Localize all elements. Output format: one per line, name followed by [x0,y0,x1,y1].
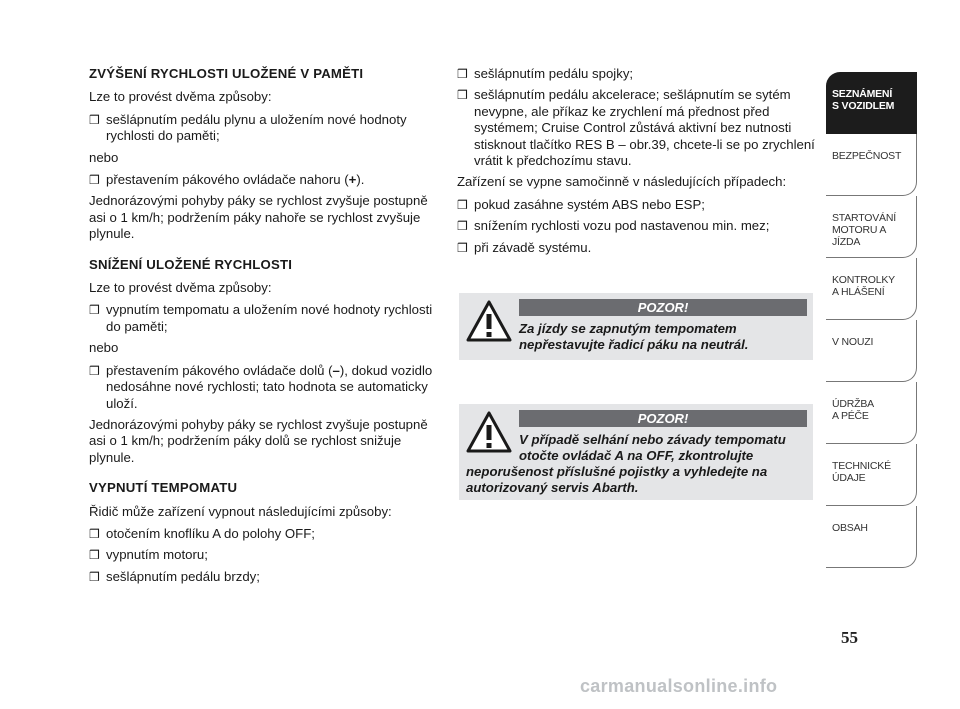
paragraph: Lze to provést dvěma způsoby: [89,280,272,296]
bullet-item: ❒ vypnutím tempomatu a uložením nové hodnoty rychlosti do paměti; [89,302,433,334]
warning-triangle-icon [466,300,512,342]
checkbox-bullet-icon: ❒ [89,363,100,378]
warning-text: Za jízdy se zapnutým tempomatem nepřestavujte řadicí páku na neutrál. [519,321,749,352]
warning-title: POZOR! [519,299,807,316]
section-heading-disable: VYPNUTÍ TEMPOMATU [89,480,238,496]
bullet-item: ❒ sešlápnutím pedálu spojky; [457,66,634,81]
tab-v-nouzi[interactable]: V NOUZI [826,320,917,382]
bullet-item: ❒ otočením knoflíku A do polohy OFF; [89,525,315,541]
tab-bezpecnost[interactable]: BEZPEČNOST [826,134,917,196]
tab-kontrolky[interactable]: KONTROLKY A HLÁŠENÍ [826,258,917,320]
warning-triangle-icon [466,411,512,453]
bullet-item: ❒ při závadě systému. [457,239,592,255]
checkbox-bullet-icon: ❒ [457,88,468,103]
bullet-item: ❒ sešlápnutím pedálu brzdy; [89,568,260,584]
checkbox-bullet-icon: ❒ [89,173,100,188]
warning-box [459,293,813,360]
paragraph: Zařízení se vypne samočinně v následujících případech: [457,174,787,190]
paragraph: Jednorázovými pohyby páky se rychlost zvyšuje postupně asi o 1 km/h; podržením páky dolů se rychlost snižuje plynule. [89,416,428,465]
tab-seznameni[interactable]: SEZNÁMENÍ S VOZIDLEM [826,72,917,134]
tab-obsah[interactable]: OBSAH [826,506,917,568]
section-heading-increase: ZVÝŠENÍ RYCHLOSTI ULOŽENÉ V PAMĚTI [89,66,364,81]
tab-technicke-udaje[interactable]: TECHNICKÉ ÚDAJE [826,444,917,506]
paragraph: Jednorázovými pohyby páky se rychlost zvyšuje postupně asi o 1 km/h; podržením páky nahoře se rychlost zvyšuje plynule. [89,193,428,242]
bullet-item: ❒ přestavením pákového ovládače dolů (–), dokud vozidlo nedosáhne nové rychlosti; tato hodnota se automaticky uloží. [89,362,433,411]
checkbox-bullet-icon: ❒ [457,240,468,255]
bullet-item: ❒ sešlápnutím pedálu plynu a uložením nové hodnoty rychlosti do paměti; [89,111,407,144]
paragraph: nebo [89,340,119,356]
tab-udrzba[interactable]: ÚDRŽBA A PÉČE [826,382,917,444]
bullet-item: ❒ sešlápnutím pedálu akcelerace; sešlápnutím se sytém nevypne, ale příkaz ke zrychlení má přednost před systémem; Cruise Control zůstává aktivní bez nutnosti stisknout tlačítko RES B – obr.39, chcete-li se po zrychlení vrátit k předchozímu stavu. [457,87,815,169]
warning-title: POZOR! [519,410,807,427]
bullet-item: ❒ přestavením pákového ovládače nahoru (+). [89,172,365,188]
left-column [89,66,444,590]
warning-box [459,404,813,500]
checkbox-bullet-icon: ❒ [457,197,468,212]
checkbox-bullet-icon: ❒ [457,219,468,234]
paragraph: nebo [89,149,119,165]
right-column [457,66,817,261]
bullet-item: ❒ snížením rychlosti vozu pod nastavenou min. mez; [457,218,770,234]
paragraph: Lze to provést dvěma způsoby: [89,89,272,105]
watermark: carmanualsonline.info [580,676,778,696]
warning-text: V případě selhání nebo závady tempomatu otočte ovládač A na OFF, zkontrolujte [519,432,786,463]
checkbox-bullet-icon: ❒ [89,548,100,563]
checkbox-bullet-icon: ❒ [89,112,100,127]
bullet-item: ❒ pokud zasáhne systém ABS nebo ESP; [457,196,705,212]
tab-startovani[interactable]: STARTOVÁNÍ MOTORU A JÍZDA [826,196,917,258]
checkbox-bullet-icon: ❒ [89,569,100,584]
paragraph: Řidič může zařízení vypnout následujícími způsoby: [89,503,392,519]
warning-text: neporušenost příslušné pojistky a vyhledejte na autorizovaný servis Abarth. [466,464,768,495]
bullet-item: ❒ vypnutím motoru; [89,547,208,563]
checkbox-bullet-icon: ❒ [89,526,100,541]
checkbox-bullet-icon: ❒ [457,67,468,81]
section-heading-decrease: SNÍŽENÍ ULOŽENÉ RYCHLOSTI [89,256,293,272]
page-number: 55 [841,628,858,647]
checkbox-bullet-icon: ❒ [89,303,100,318]
chapter-sidebar [826,72,917,568]
